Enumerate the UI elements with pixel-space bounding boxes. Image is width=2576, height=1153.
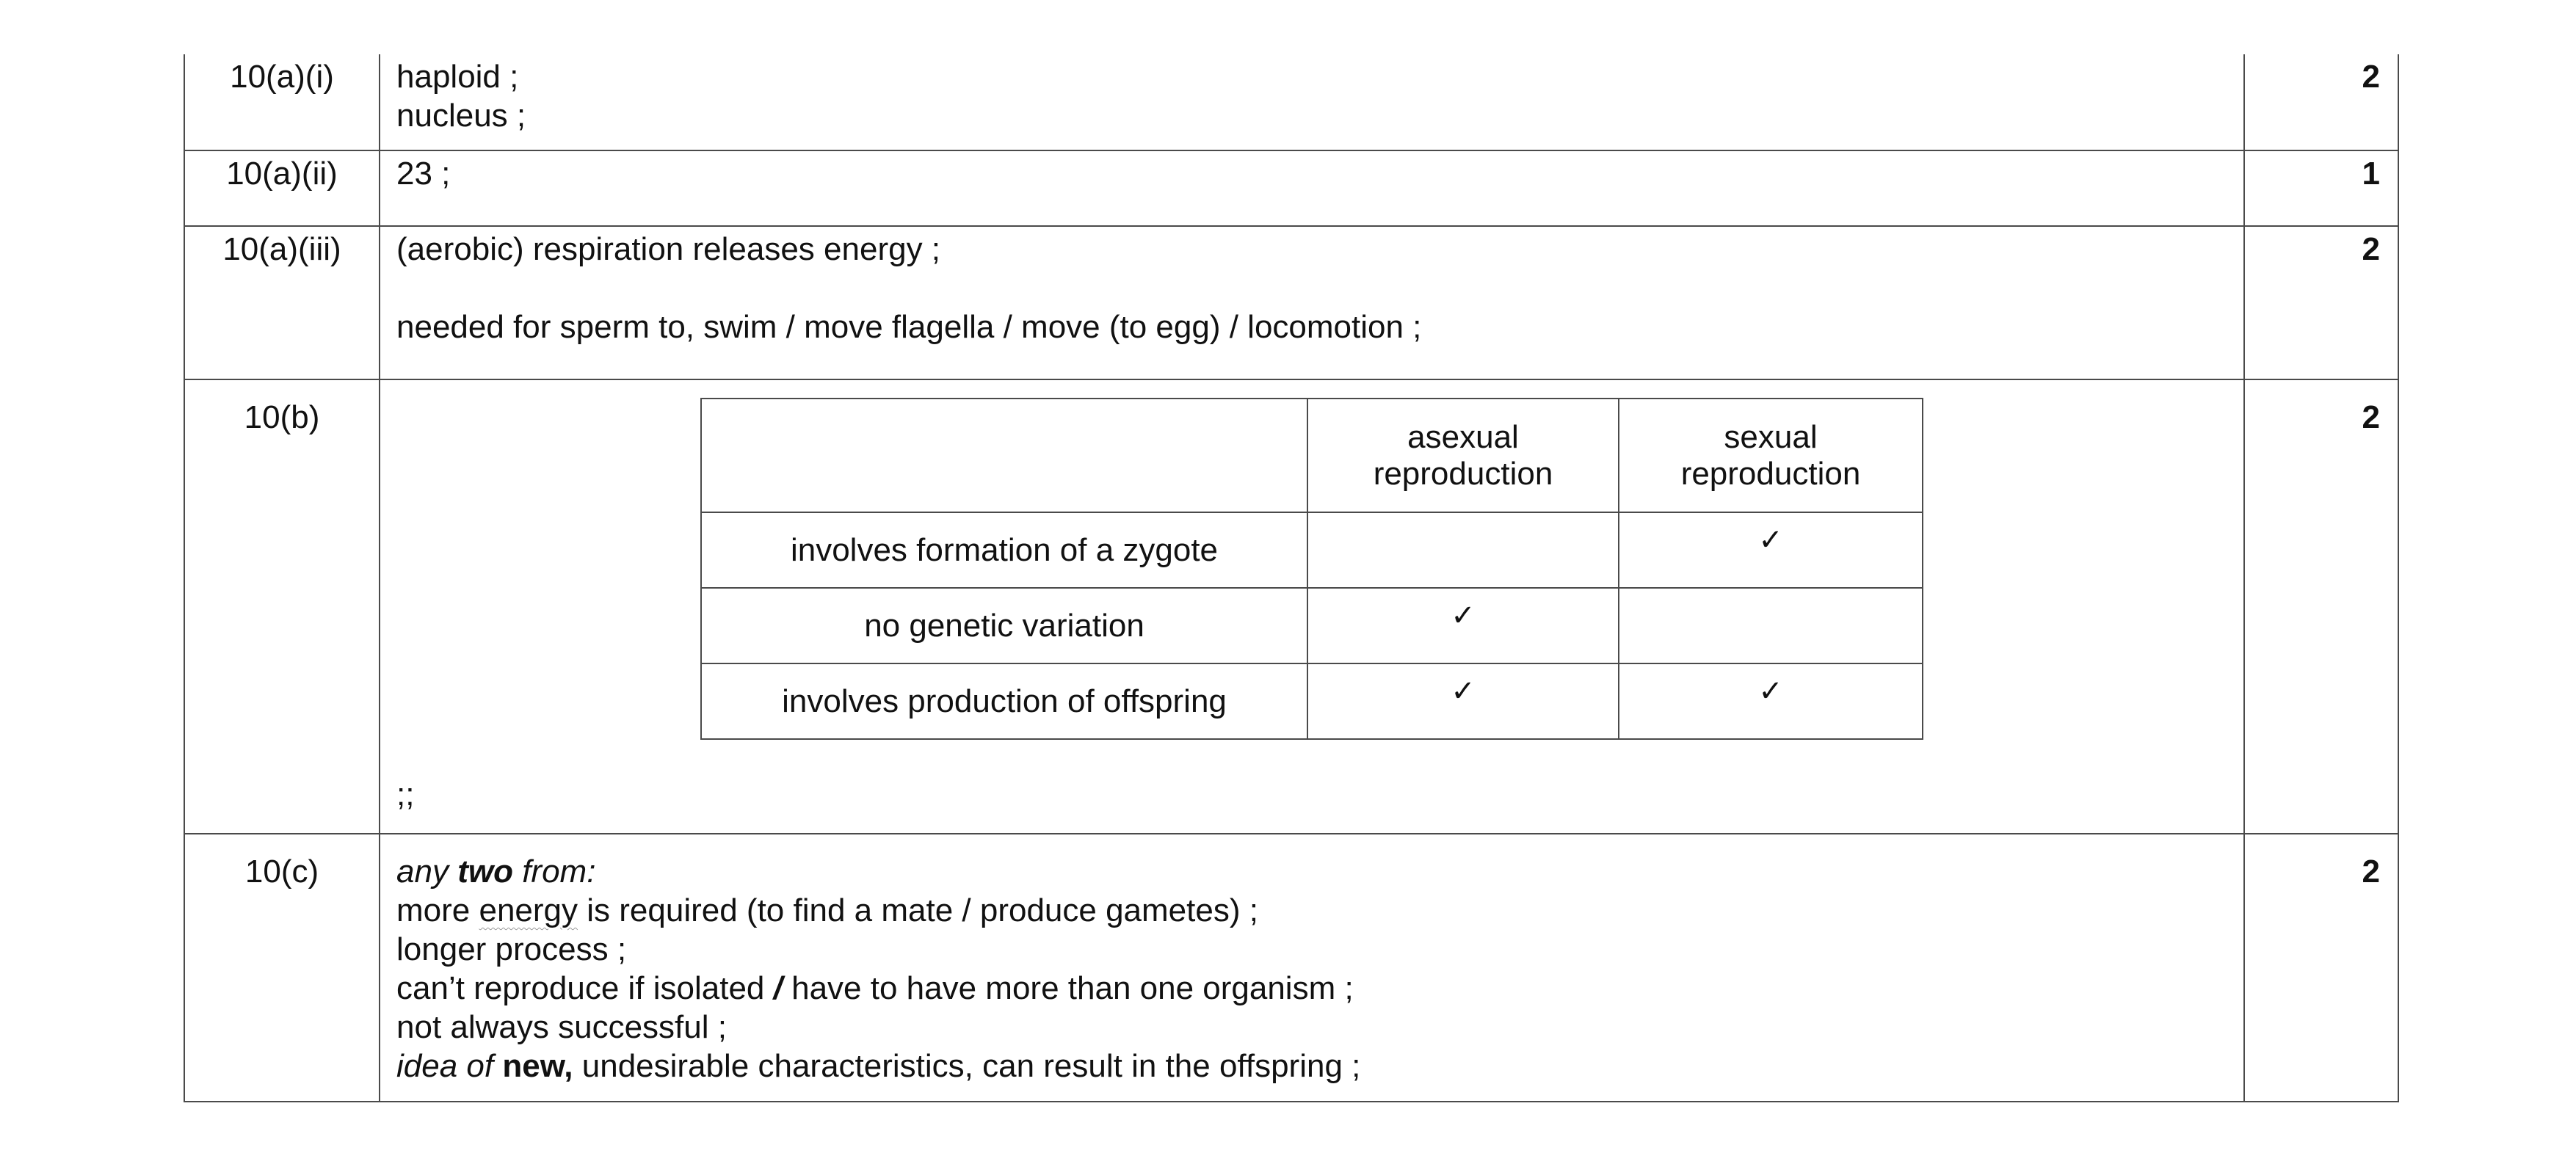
- mark-points-separator: ;;: [396, 776, 415, 812]
- comparison-row-label: involves production of offspring: [701, 663, 1307, 739]
- marks-cell: [2244, 379, 2398, 834]
- answer-line: can’t reproduce if isolated / have to have more than one organism ;: [396, 970, 1354, 1006]
- comparison-row-label: involves formation of a zygote: [701, 512, 1307, 588]
- question-number-cell: [184, 226, 380, 379]
- marks-value: 2: [2362, 399, 2380, 435]
- comparison-row: [701, 588, 1923, 663]
- comparison-row: [701, 512, 1923, 588]
- reproduction-comparison-table: [700, 398, 1923, 740]
- answer-cell: [380, 834, 2244, 1102]
- tick-icon: ✓: [1758, 674, 1783, 708]
- mark-scheme-table: [184, 54, 2399, 1102]
- sexual-cell: [1619, 663, 1923, 739]
- answer-line: (aerobic) respiration releases energy ;: [396, 231, 941, 267]
- answer-line: 23 ;: [396, 156, 451, 192]
- answer-cell: [380, 150, 2244, 226]
- spellcheck-underline: energy: [479, 892, 578, 928]
- header-line: sexual: [1724, 418, 1818, 455]
- header-line: reproduction: [1373, 455, 1553, 492]
- marks-value: 2: [2362, 231, 2380, 267]
- table-row: [184, 226, 2398, 379]
- question-number: 10(a)(iii): [222, 231, 341, 267]
- answer-line: longer process ;: [396, 931, 627, 967]
- answer-line: not always successful ;: [396, 1009, 727, 1045]
- asexual-cell: [1307, 512, 1619, 588]
- header-line: reproduction: [1680, 455, 1861, 492]
- answer-intro: any two from:: [396, 854, 596, 890]
- marks-cell: [2244, 54, 2398, 150]
- answer-line: haploid ;: [396, 59, 519, 95]
- marks-cell: [2244, 834, 2398, 1102]
- question-number-cell: [184, 379, 380, 834]
- marks-value: 2: [2362, 59, 2380, 95]
- table-row: [184, 834, 2398, 1102]
- sexual-cell: [1619, 512, 1923, 588]
- marks-value: 2: [2362, 854, 2380, 890]
- question-number-cell: [184, 834, 380, 1102]
- comparison-row-label: no genetic variation: [701, 588, 1307, 663]
- marks-value: 1: [2362, 156, 2380, 192]
- tick-icon: ✓: [1758, 523, 1783, 557]
- table-row: [184, 379, 2398, 834]
- tick-icon: ✓: [1451, 674, 1476, 708]
- asexual-cell: [1307, 663, 1619, 739]
- question-number: 10(c): [244, 854, 319, 890]
- answer-line: needed for sperm to, swim / move flagella / move (to egg) / locomotion ;: [396, 309, 1422, 345]
- comparison-header-sexual: [1619, 399, 1923, 512]
- comparison-header-asexual: [1307, 399, 1619, 512]
- question-number: 10(a)(i): [230, 59, 334, 95]
- header-line: asexual: [1407, 418, 1519, 455]
- question-number: 10(a)(ii): [226, 156, 338, 192]
- answer-line: nucleus ;: [396, 98, 526, 134]
- comparison-header-row: [701, 399, 1923, 512]
- comparison-row: [701, 663, 1923, 739]
- marks-cell: [2244, 150, 2398, 226]
- marks-cell: [2244, 226, 2398, 379]
- comparison-header-blank: [701, 399, 1307, 512]
- sexual-cell: [1619, 588, 1923, 663]
- answer-line: idea of new, undesirable characteristics, can result in the offspring ;: [396, 1048, 1361, 1084]
- answer-line: more energy is required (to find a mate / produce gametes) ;: [396, 892, 1258, 928]
- tick-icon: ✓: [1451, 599, 1476, 633]
- answer-cell: [380, 54, 2244, 150]
- table-row: [184, 54, 2398, 150]
- answer-cell: [380, 226, 2244, 379]
- question-number: 10(b): [244, 399, 320, 435]
- answer-cell: [380, 379, 2244, 834]
- question-number-cell: [184, 150, 380, 226]
- asexual-cell: [1307, 588, 1619, 663]
- question-number-cell: [184, 54, 380, 150]
- table-row: [184, 150, 2398, 226]
